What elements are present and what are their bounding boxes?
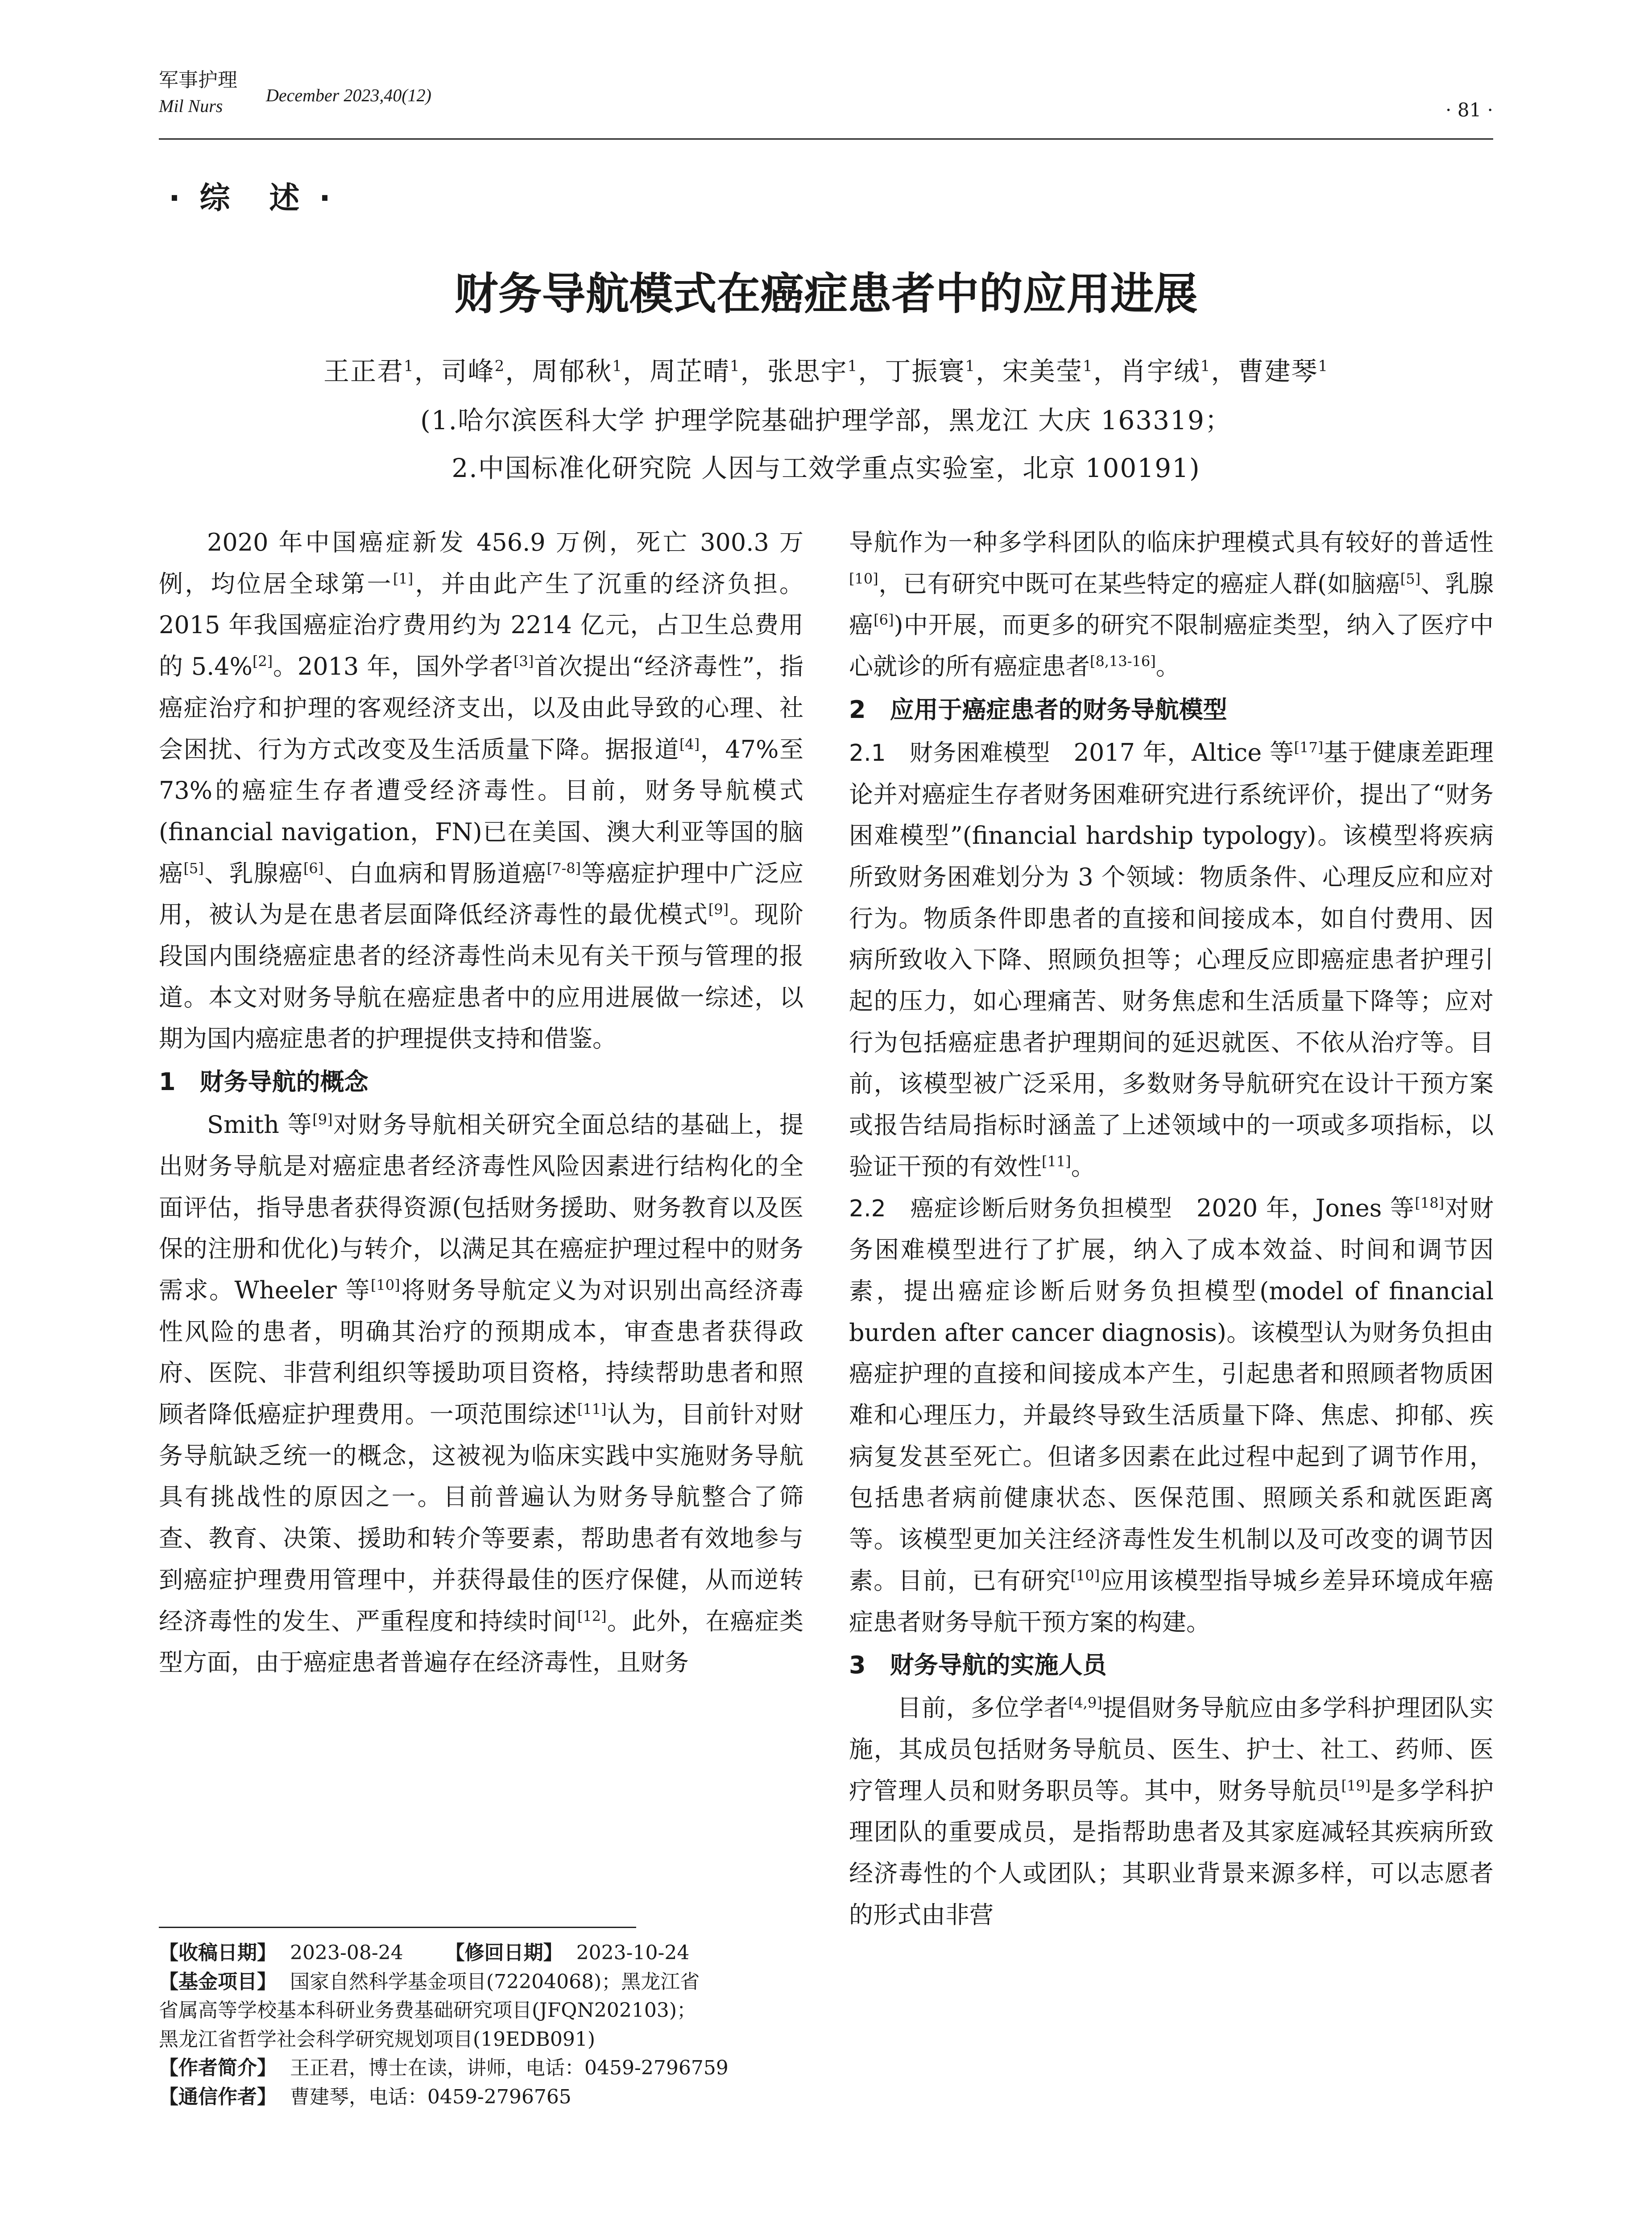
revised-date: 2023-10-24 xyxy=(576,1941,690,1964)
section-heading: 2 应用于癌症患者的财务导航模型 xyxy=(849,695,1227,724)
author-name: 张思宇 xyxy=(767,356,848,386)
affiliation-1: (1.哈尔滨医科大学 护理学院基础护理学部，黑龙江 大庆 163319； xyxy=(420,405,1232,435)
citation-ref: [5] xyxy=(183,859,204,877)
author-affiliation-mark: 1 xyxy=(847,357,858,375)
citation-ref: [8,13-16] xyxy=(1090,653,1156,670)
author-affiliation-mark: 1 xyxy=(1200,357,1211,375)
journal-name-en: Mil Nurs xyxy=(159,96,223,116)
author-name: 周郁秋 xyxy=(532,356,613,386)
affiliation-2: 2.中国标准化研究院 人因与工效学重点实验室，北京 100191) xyxy=(451,453,1201,483)
fund-line-2: 省属高等学校基本科研业务费基础研究项目(JFQN202103)； xyxy=(159,1999,697,2022)
author-name: 司峰 xyxy=(441,356,495,386)
author-name: 周芷晴 xyxy=(650,356,730,386)
footnote-fund xyxy=(159,1968,803,1997)
footnote-rule xyxy=(159,1927,636,1928)
citation-ref: [19] xyxy=(1341,1777,1371,1794)
citation-ref: [18] xyxy=(1415,1194,1445,1211)
footnote-author xyxy=(159,2054,803,2083)
citation-ref: [6] xyxy=(874,611,894,629)
received-label: 【收稿日期】 xyxy=(159,1941,277,1964)
fund-line-1: 国家自然科学基金项目(72204068)；黑龙江省 xyxy=(290,1970,700,1993)
author-affiliation-mark: 1 xyxy=(1083,357,1093,375)
author-list: 王正君$^1$，司峰$^2$，周郁秋$^1$，周芷晴$^1$，张思宇$^1$，丁振寰$^1$，宋美莹$^1$，肖宇绒$^1$，曹建琴$^1$ xyxy=(323,356,1329,386)
body-paragraph: Smith 等[9]对财务导航相关研究全面总结的基础上，提出财务导航是对癌症患者经济毒性风险因素进行结构化的全面评估，指导患者获得资源(包括财务援助、财务教育以及医保的注册和优化)与转介，以满足其在癌症护理过程中的财务需求。Wheeler 等[10]将财务导航定义为对识别出高经济毒性风险的患者，明确其治疗的预期成本，审查患者获得政府、医院、非营利组织等援助项目资格，持续帮助患者和照顾者降低癌症护理费用。一项范围综述[11]认为，目前针对财务导航缺乏统一的概念，这被视为临床实践中实施财务导航具有挑战性的原因之一。目前普遍认为财务导航整合了筛查、教育、决策、援助和转介等要素，帮助患者有效地参与到癌症护理费用管理中，并获得最佳的医疗保健，从而逆转经济毒性的发生、严重程度和持续时间[12]。此外，在癌症类型方面，由于癌症患者普遍存在经济毒性，且财务 xyxy=(159,1111,804,1677)
citation-ref: [6] xyxy=(303,859,324,877)
footnotes xyxy=(159,1939,803,2111)
citation-ref: [9] xyxy=(312,1111,333,1128)
section-heading: 3 财务导航的实施人员 xyxy=(849,1651,1107,1679)
subsection-heading: 2.2 癌症诊断后财务负担模型 xyxy=(849,1195,1197,1222)
article-title: 财务导航模式在癌症患者中的应用进展 xyxy=(454,269,1198,319)
author-affiliation-mark: 1 xyxy=(1318,357,1329,375)
journal-name-cn: 军事护理 xyxy=(159,69,237,91)
section-heading: 1 财务导航的概念 xyxy=(159,1068,368,1096)
body-paragraph: 2.1 财务困难模型 2017 年，Altice 等[17]基于健康差距理论并对癌症生存者财务困难研究进行系统评价，提出了“财务困难模型”(financial hardship typology)。该模型将疾病所致财务困难划分为 3 个领域：物质条件、心理反应和应对行为。物质条件即患者的直接和间接成本，如自付费用、因病所致收入下降、照顾负担等；心理反应即癌症患者护理引起的压力，如心理痛苦、财务焦虑和生活质量下降等；应对行为包括癌症患者护理期间的延迟就医、不依从治疗等。目前，该模型被广泛采用，多数财务导航研究在设计干预方案或报告结局指标时涵盖了上述领域中的一项或多项指标，以验证干预的有效性[11]。 xyxy=(849,738,1494,1181)
author-affiliation-mark: 1 xyxy=(404,357,414,375)
author-affiliation-mark: 1 xyxy=(730,357,741,375)
citation-ref: [10] xyxy=(371,1276,400,1294)
running-header xyxy=(159,67,237,119)
citation-ref: [11] xyxy=(1042,1153,1071,1170)
fund-label: 【基金项目】 xyxy=(159,1970,277,1993)
citation-ref: [4] xyxy=(679,735,700,753)
body-paragraph: 2020 年中国癌症新发 456.9 万例，死亡 300.3 万例，均位居全球第一[1]，并由此产生了沉重的经济负担。2015 年我国癌症治疗费用约为 2214 亿元，占卫生总费用的 5.4%[2]。2013 年，国外学者[3]首次提出“经济毒性”，指癌症治疗和护理的客观经济支出，以及由此导致的心理、社会困扰、行为方式改变及生活质量下降。据报道[4]，47%至 73%的癌症生存者遭受经济毒性。目前，财务导航模式(financial navigation，FN)已在美国、澳大利亚等国的脑癌[5]、乳腺癌[6]、白血病和胃肠道癌[7-8]等癌症护理中广泛应用，被认为是在患者层面降低经济毒性的最优模式[9]。现阶段国内围绕癌症患者的经济毒性尚未见有关干预与管理的报道。本文对财务导航在癌症患者中的应用进展做一综述，以期为国内癌症患者的护理提供支持和借鉴。 xyxy=(159,528,804,1053)
corresponding-info: 曹建琴，电话：0459-2796765 xyxy=(290,2085,571,2108)
corresponding-label: 【通信作者】 xyxy=(159,2085,277,2108)
subsection-heading: 2.1 财务困难模型 xyxy=(849,739,1074,767)
author-info: 王正君，博士在读，讲师，电话：0459-2796759 xyxy=(290,2057,729,2079)
citation-ref: [7-8] xyxy=(547,859,581,877)
citation-ref: [9] xyxy=(708,901,729,918)
author-name: 肖宇绒 xyxy=(1120,356,1201,386)
section-tag: · 综 述 · xyxy=(169,181,335,216)
page-number: · 81 · xyxy=(1445,99,1493,121)
received-date: 2023-08-24 xyxy=(290,1941,403,1964)
footnote-dates xyxy=(159,1939,803,1968)
citation-ref: [12] xyxy=(577,1607,607,1625)
citation-ref: [4,9] xyxy=(1068,1694,1102,1712)
author-name: 曹建琴 xyxy=(1238,356,1318,386)
body-column-left xyxy=(159,522,803,1684)
citation-ref: [17] xyxy=(1294,738,1324,756)
author-affiliation-mark: 1 xyxy=(965,357,976,375)
citation-ref: [3] xyxy=(513,653,534,670)
citation-ref: [11] xyxy=(577,1401,607,1418)
footnote-corresponding xyxy=(159,2083,803,2112)
fund-line-3: 黑龙江省哲学社会科学研究规划项目(19EDB091) xyxy=(159,2028,596,2051)
author-name: 宋美莹 xyxy=(1002,356,1083,386)
author-name: 丁振寰 xyxy=(885,356,965,386)
revised-label: 【修回日期】 xyxy=(445,1941,563,1964)
body-paragraph: 目前，多位学者[4,9]提倡财务导航应由多学科护理团队实施，其成员包括财务导航员、医生、护士、社工、药师、医疗管理人员和财务职员等。其中，财务导航员[19]是多学科护理团队的重要成员，是指帮助患者及其家庭减轻其疾病所致经济毒性的个人或团队；其职业背景来源多样，可以志愿者的形式由非营 xyxy=(849,1694,1494,1929)
issue-info: December 2023,40(12) xyxy=(266,85,431,105)
author-name: 王正君 xyxy=(323,356,404,386)
author-affiliation-mark: 1 xyxy=(612,357,623,375)
citation-ref: [5] xyxy=(1400,570,1421,587)
citation-ref: [10] xyxy=(1070,1567,1100,1584)
author-affiliation-mark: 2 xyxy=(494,357,505,375)
header-rule xyxy=(159,138,1493,140)
citation-ref: [1] xyxy=(393,570,414,587)
citation-ref: [10] xyxy=(849,570,878,587)
citation-ref: [2] xyxy=(252,653,273,670)
body-column-right xyxy=(849,522,1494,1936)
author-label: 【作者简介】 xyxy=(159,2057,277,2079)
body-paragraph: 2.2 癌症诊断后财务负担模型 2020 年，Jones 等[18]对财务困难模型进行了扩展，纳入了成本效益、时间和调节因素，提出癌症诊断后财务负担模型(model of financial burden after cancer diagnosis)。该模型认为财务负担由癌症护理的直接和间接成本产生，引起患者和照顾者物质困难和心理压力，并最终导致生活质量下降、焦虑、抑郁、疾病复发甚至死亡。但诸多因素在此过程中起到了调节作用，包括患者病前健康状态、医保范围、照顾关系和就医距离等。该模型更加关注经济毒性发生机制以及可改变的调节因素。目前，已有研究[10]应用该模型指导城乡差异环境成年癌症患者财务导航干预方案的构建。 xyxy=(849,1194,1494,1636)
body-paragraph: 导航作为一种多学科团队的临床护理模式具有较好的普适性[10]，已有研究中既可在某些特定的癌症人群(如脑癌[5]、乳腺癌[6])中开展，而更多的研究不限制癌症类型，纳入了医疗中心就诊的所有癌症患者[8,13-16]。 xyxy=(849,528,1494,681)
